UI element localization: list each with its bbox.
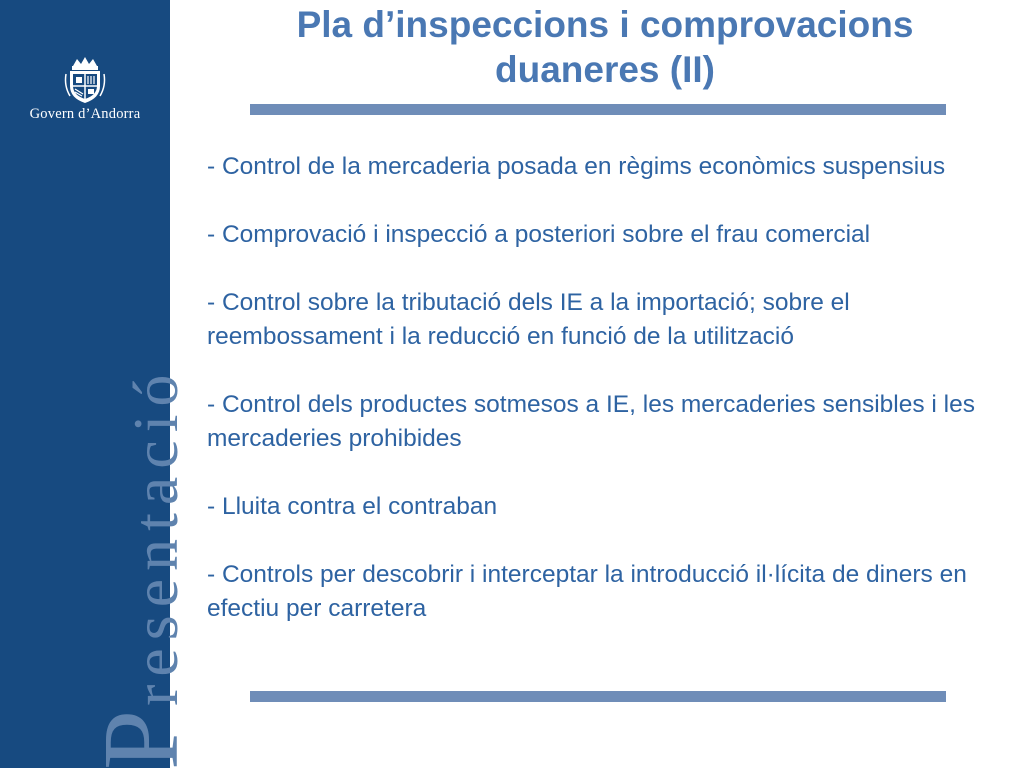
list-item: - Controls per descobrir i interceptar la introducció il·lícita de diners en efectiu per carretera	[207, 561, 967, 622]
slide-title-line-1: Pla d’inspeccions i comprovacions	[296, 4, 914, 45]
list-item: - Lluita contra el contraban	[207, 493, 498, 520]
brand-name: Govern d’Andorra	[29, 106, 141, 122]
list-item: - Comprovació i inspecció a posteriori sobre el frau comercial	[207, 221, 871, 248]
section-word-initial: P	[82, 705, 201, 770]
list-item: - Control dels productes sotmesos a IE, les mercaderies sensibles i les mercaderies prohibides	[207, 391, 975, 452]
slide-title-line-2: duaneres (II)	[495, 49, 715, 90]
sidebar-panel	[0, 0, 201, 770]
sidebar-section-word	[82, 366, 201, 770]
slide-title	[175, 2, 1035, 92]
title-divider	[250, 104, 946, 115]
list-item: - Control sobre la tributació dels IE a la importació; sobre el reembossament i la reducció en funció de la utilització	[207, 289, 850, 350]
list-item: - Control de la mercaderia posada en règims econòmics suspensius	[207, 153, 946, 180]
footer-divider	[250, 691, 946, 702]
section-word-rest: resentació	[120, 366, 191, 706]
andorra-coat-of-arms-icon	[63, 56, 107, 104]
bullet-list	[207, 150, 1007, 626]
